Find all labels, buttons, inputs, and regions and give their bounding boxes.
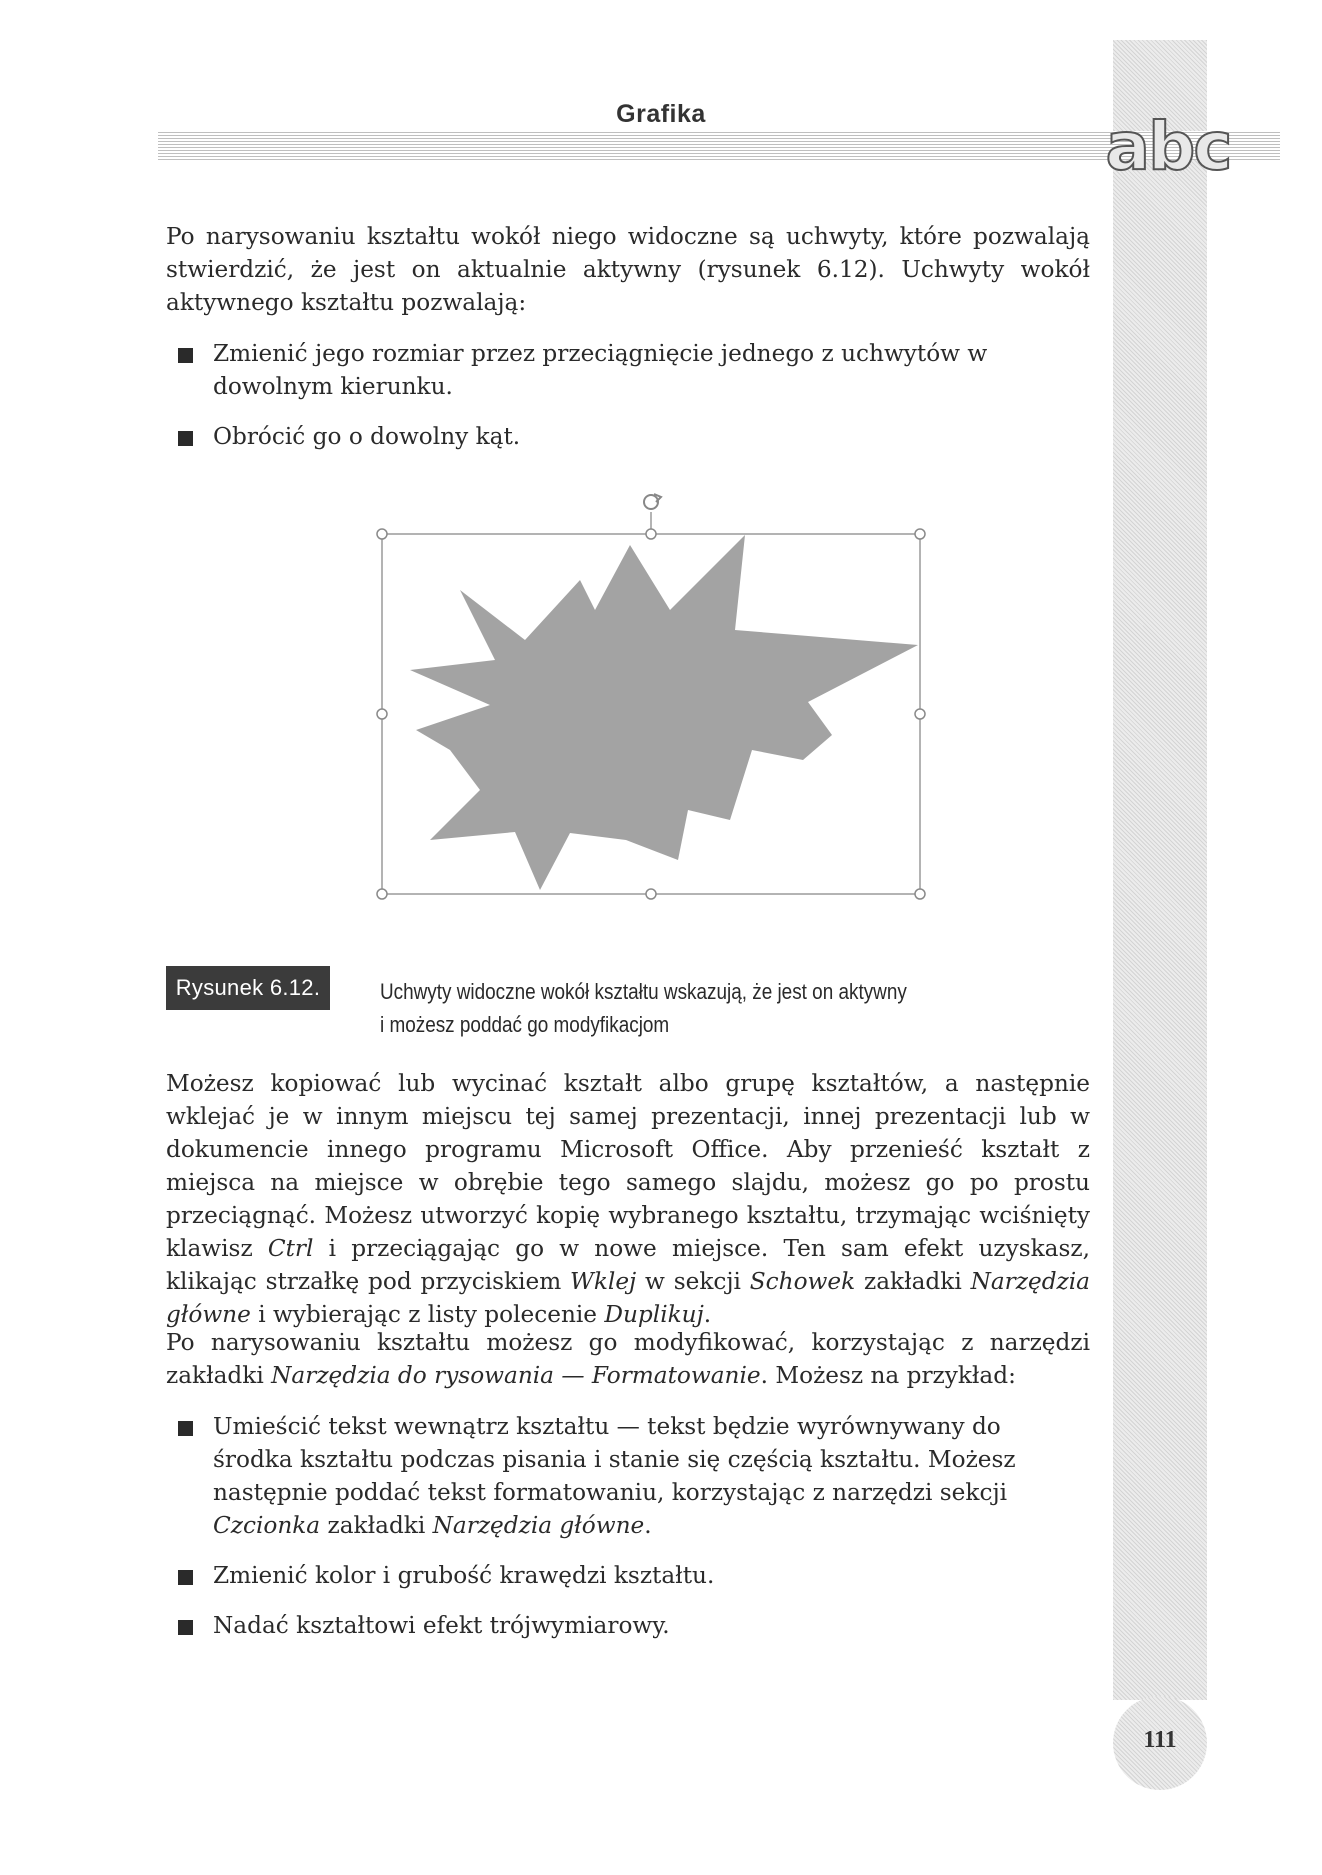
bullet-square-icon bbox=[178, 431, 193, 446]
list-item-text: Zmienić kolor i grubość krawędzi kształtu. bbox=[213, 1562, 715, 1589]
list-item bbox=[178, 1559, 1058, 1592]
explosion-shape bbox=[410, 535, 918, 890]
paragraph-intro: Po narysowaniu kształtu wokół niego widoczne są uchwyty, które pozwalają stwierdzić, że jest on aktualnie aktywny (rysunek 6.12). Uchwyty wokół aktywnego kształtu pozwalają: bbox=[166, 223, 1090, 316]
figure-explosion-shape bbox=[370, 490, 930, 910]
bullet-square-icon bbox=[178, 1570, 193, 1585]
figure-caption-line1: Uchwyty widoczne wokół kształtu wskazują, że jest on aktywny bbox=[380, 979, 907, 1004]
bullet-square-icon bbox=[178, 348, 193, 363]
figure-caption bbox=[380, 975, 1068, 1041]
abc-logo: abc bbox=[1105, 108, 1231, 185]
bullet-square-icon bbox=[178, 1421, 193, 1436]
rotation-handle-icon[interactable] bbox=[644, 494, 661, 509]
list-item-text: Nadać kształtowi efekt trójwymiarowy. bbox=[213, 1612, 670, 1639]
figure-label: Rysunek 6.12. bbox=[166, 966, 330, 1010]
list-item bbox=[178, 1410, 1058, 1542]
list-item-text: Obrócić go o dowolny kąt. bbox=[213, 423, 521, 450]
figure-caption-line2: i możesz poddać go modyfikacjom bbox=[380, 1012, 670, 1037]
modify-options-list bbox=[178, 1410, 1058, 1659]
paragraph-modify: Po narysowaniu kształtu możesz go modyfikować, korzystając z narzędzi zakładki Narzędzia do rysowania — Formatowanie. Możesz na przykład: bbox=[166, 1329, 1090, 1389]
list-item bbox=[178, 1609, 1058, 1642]
list-item-text: Umieścić tekst wewnątrz kształtu — tekst będzie wyrównywany do środka kształtu podczas pisania i stanie się częścią kształtu. Możesz następnie poddać tekst formatowaniu, korzystając z narzędzi sekcji Czcionka zakładki Narzędzia główne. bbox=[213, 1413, 1016, 1539]
bullet-square-icon bbox=[178, 1620, 193, 1635]
paragraph-copy-paste: Możesz kopiować lub wycinać kształt albo grupę kształtów, a następnie wklejać je w innym miejscu tej samej prezentacji, innej prezentacji lub w dokumencie innego programu Microsoft Office. Aby przenieść kształt z miejsca na miejsce w obrębie tego samego slajdu, możesz go po prostu przeciągnąć. Możesz utworzyć kopię wybranego kształtu, trzymając wciśnięty klawisz Ctrl i przeciągając go w nowe miejsce. Ten sam efekt uzyskasz, klikając strzałkę pod przyciskiem Wklej w sekcji Schowek zakładki Narzędzia główne i wybierając z listy polecenie Duplikuj. bbox=[166, 1070, 1090, 1328]
list-item bbox=[178, 420, 1058, 453]
list-item bbox=[178, 337, 1058, 403]
list-item-text: Zmienić jego rozmiar przez przeciągnięcie jednego z uchwytów w dowolnym kierunku. bbox=[213, 340, 988, 400]
running-header-title: Grafika bbox=[616, 100, 706, 128]
page-number: 111 bbox=[1143, 1727, 1177, 1753]
handles-list bbox=[178, 337, 1058, 470]
side-strip bbox=[1113, 40, 1207, 1700]
